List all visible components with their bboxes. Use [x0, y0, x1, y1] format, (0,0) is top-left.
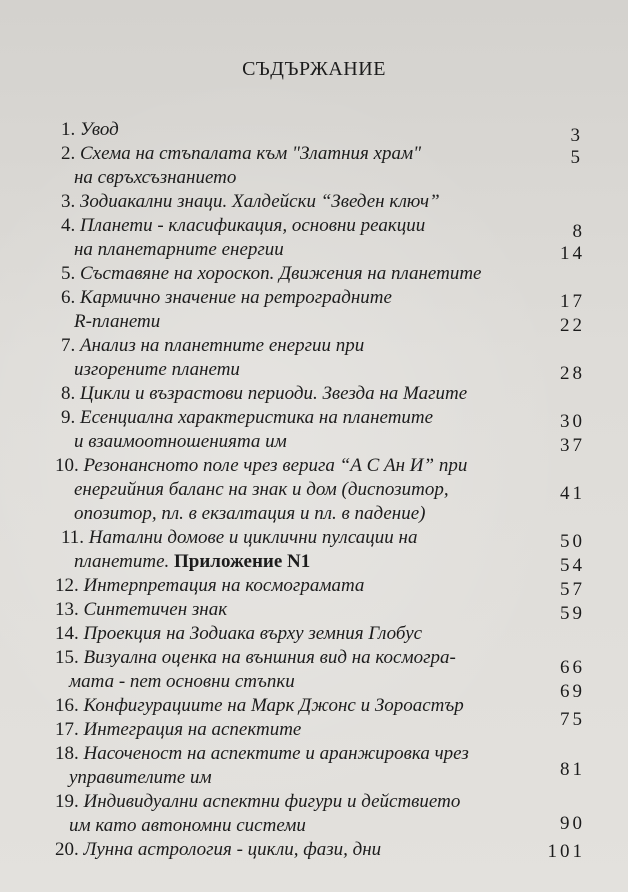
toc-entry-number: 6. [61, 287, 80, 308]
toc-entry [55, 648, 456, 668]
toc-page-number: 17 [560, 291, 585, 312]
toc-entry-title: Кармично значение на ретроградните [80, 287, 392, 308]
toc-entry [55, 840, 381, 860]
toc-entry [55, 600, 227, 620]
toc-entry-number: 15. [55, 647, 84, 668]
toc-entry-number: 7. [61, 335, 80, 356]
toc-entry-number: 2. [61, 143, 80, 164]
toc-entry [55, 624, 422, 644]
toc-entry-title: Есенциална характеристика на планетите [80, 407, 434, 428]
toc-page-number: 69 [560, 681, 585, 702]
toc-entry [74, 312, 160, 332]
toc-entry-title: Съставяне на хороскоп. Движения на планетите [80, 263, 482, 284]
toc-entry-title: Зодиакални знаци. Халдейски “Зведен ключ” [80, 191, 440, 212]
toc-entry-number: 11. [61, 527, 89, 548]
toc-entry-appendix-label: Приложение N1 [174, 551, 311, 572]
toc-entry-title: на свръхсъзнанието [74, 167, 237, 188]
toc-page-number: 90 [560, 813, 585, 834]
toc-page-number: 5 [570, 147, 583, 168]
toc-entry [69, 672, 295, 692]
toc-entry-number: 18. [55, 743, 84, 764]
toc-entry-number: 13. [55, 599, 84, 620]
toc-entry-title: изгорените планети [74, 359, 240, 380]
toc-page-number: 54 [560, 555, 585, 576]
toc-page-number: 37 [560, 435, 585, 456]
toc-page-number: 8 [572, 221, 585, 242]
toc-entry-title: им като автономни системи [69, 815, 306, 836]
toc-entry-title: Индивидуални аспектни фигури и действието [83, 791, 461, 812]
toc-page-number: 14 [560, 243, 585, 264]
toc-entry-title: енергийния баланс на знак и дом (диспозитор, [74, 479, 449, 500]
toc-page-number: 41 [560, 483, 585, 504]
toc-entry-number: 1. [61, 119, 80, 140]
toc-page-number: 22 [560, 315, 585, 336]
toc-entry-title: и взаимоотношенията им [74, 431, 287, 452]
toc-page-number: 3 [570, 125, 583, 146]
toc-entry [55, 744, 469, 764]
toc-page-number: 28 [560, 363, 585, 384]
toc-entry-title: Анализ на планетните енергии при [80, 335, 365, 356]
toc-entry-title: Натални домове и циклични пулсации на [88, 527, 418, 548]
toc-entry-title: на планетарните енергии [74, 239, 284, 260]
toc-entry-title: управителите им [69, 767, 212, 788]
toc-entry-number: 20. [55, 839, 84, 860]
toc-entry [61, 192, 440, 212]
toc-entry-title: Резонансното поле чрез верига “А С Ан И” при [83, 455, 468, 476]
toc-entry [55, 456, 467, 476]
toc-entry-title: Схема на стъпалата към "Златния храм" [80, 143, 422, 164]
toc-entry [74, 504, 425, 524]
toc-entry [61, 144, 421, 164]
toc-page-number: 57 [560, 579, 585, 600]
toc-entry-number: 14. [55, 623, 84, 644]
toc-entry [61, 528, 417, 548]
toc-entry-number: 12. [55, 575, 84, 596]
page-title: СЪДЪРЖАНИЕ [242, 58, 386, 80]
toc-page-number: 75 [560, 709, 585, 730]
toc-entry [61, 408, 433, 428]
toc-entry-title: Синтетичен знак [83, 599, 228, 620]
toc-entry-number: 16. [55, 695, 84, 716]
toc-entry [61, 216, 425, 236]
toc-entry-number: 9. [61, 407, 80, 428]
toc-page-number: 66 [560, 657, 585, 678]
toc-entry-title: Увод [80, 119, 119, 140]
toc-entry-title: Проекция на Зодиака върху земния Глобус [83, 623, 423, 644]
toc-entry [61, 384, 467, 404]
toc-page-number: 101 [547, 841, 585, 862]
toc-entry [74, 480, 449, 500]
toc-entry-number: 4. [61, 215, 80, 236]
toc-entry [69, 768, 212, 788]
toc-entry-title: планетите. [74, 551, 170, 572]
toc-entry [55, 720, 301, 740]
toc-entry [61, 336, 364, 356]
toc-page-number: 59 [560, 603, 585, 624]
toc-entry [61, 264, 481, 284]
toc-entry [74, 552, 310, 572]
toc-entry [74, 168, 236, 188]
toc-entry [69, 816, 306, 836]
toc-entry-title: Интерпретация на космограмата [83, 575, 365, 596]
toc-entry [55, 576, 364, 596]
toc-entry [61, 288, 392, 308]
toc-entry-title: опозитор, пл. в екзалтация и пл. в падение) [74, 503, 426, 524]
toc-entry [74, 432, 287, 452]
toc-page-number: 30 [560, 411, 585, 432]
toc-entry-number: 8. [61, 383, 80, 404]
toc-entry-title: Лунна астрология - цикли, фази, дни [83, 839, 382, 860]
toc-entry [55, 696, 464, 716]
toc-entry-title: Цикли и възрастови периоди. Звезда на Магите [80, 383, 468, 404]
toc-entry-title: мата - пет основни стъпки [69, 671, 295, 692]
toc-entry-number: 10. [55, 455, 84, 476]
toc-entry-title: R-планети [74, 311, 161, 332]
toc-entry [74, 360, 240, 380]
toc-entry [55, 792, 460, 812]
toc-page-number: 81 [560, 759, 585, 780]
toc-entry-title: Визуална оценка на външния вид на космогра- [83, 647, 456, 668]
toc-entry-title: Конфигурациите на Марк Джонс и Зороастър [83, 695, 464, 716]
toc-entry-title: Насоченост на аспектите и аранжировка чрез [83, 743, 469, 764]
toc-entry-number: 3. [61, 191, 80, 212]
toc-entry-title: Интеграция на аспектите [83, 719, 302, 740]
toc-entry [61, 120, 119, 140]
toc-entry-number: 19. [55, 791, 84, 812]
toc-entry-title: Планети - класификация, основни реакции [80, 215, 426, 236]
toc-page-number: 50 [560, 531, 585, 552]
toc-entry-number: 5. [61, 263, 80, 284]
toc-entry-number: 17. [55, 719, 84, 740]
toc-entry [74, 240, 284, 260]
